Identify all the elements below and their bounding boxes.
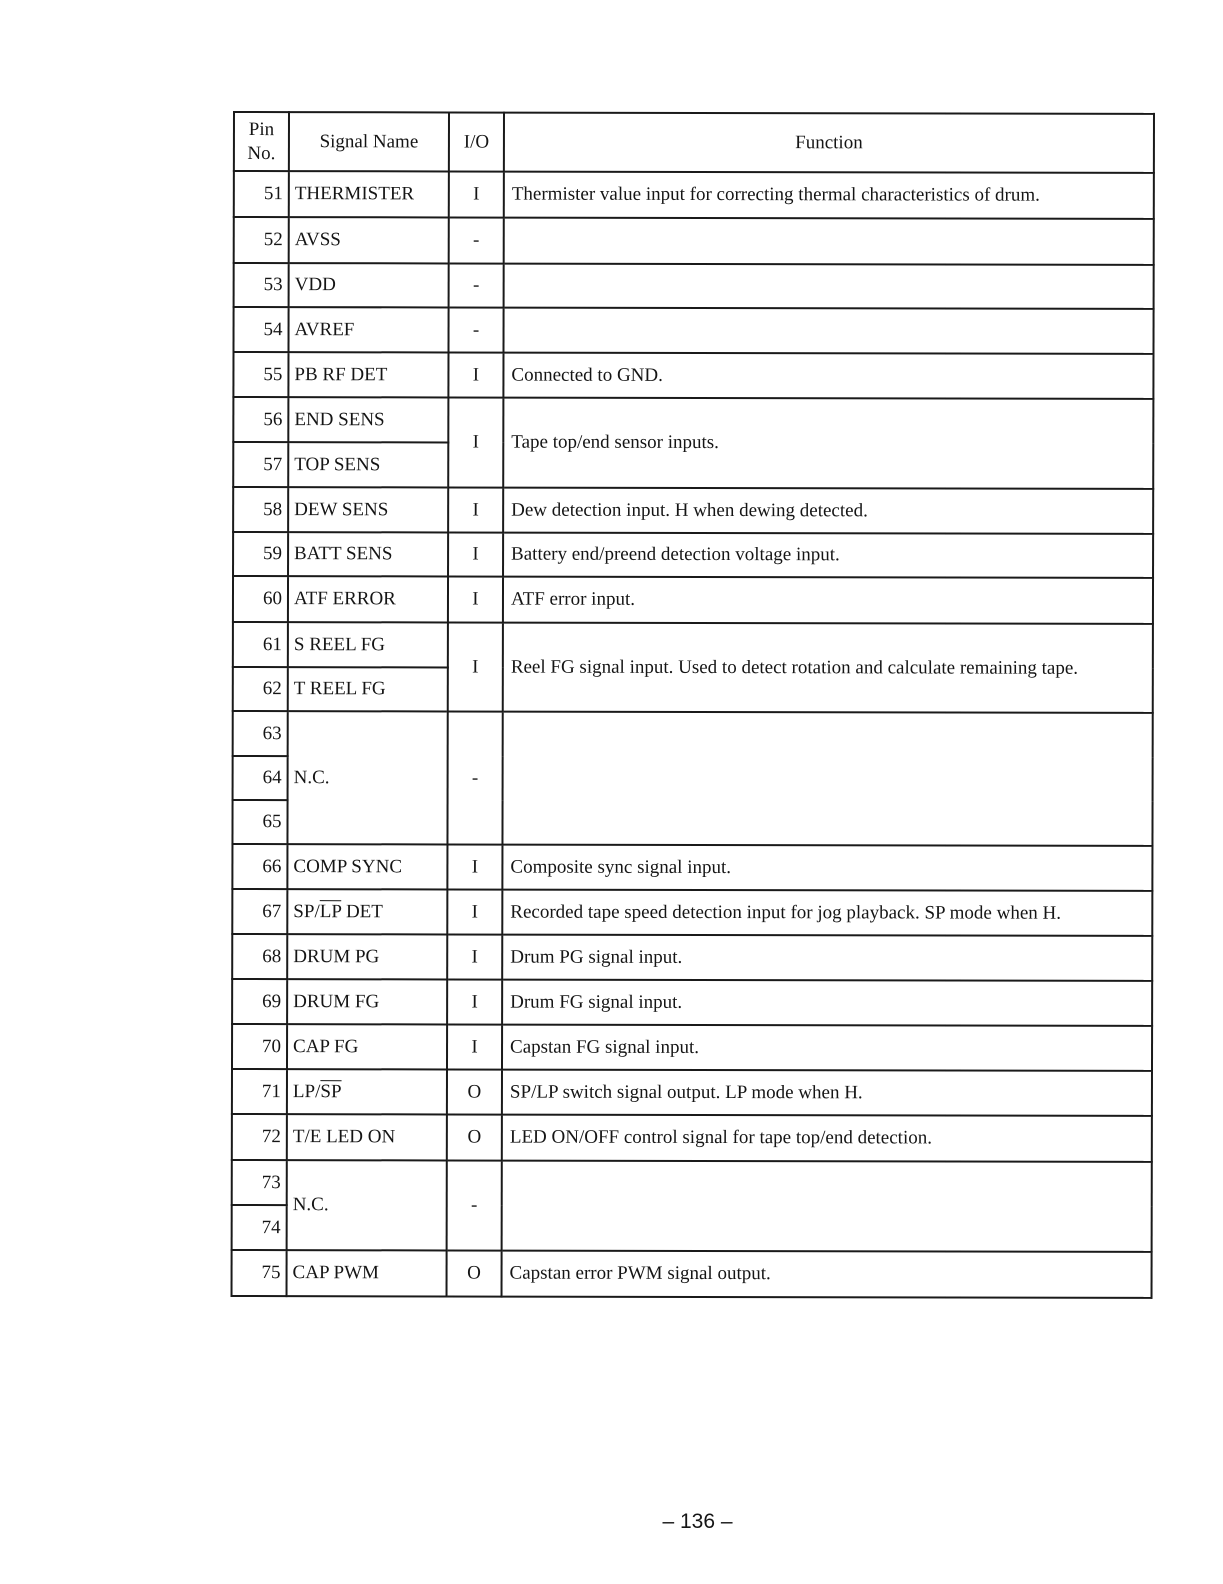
function-text: Tape top/end sensor inputs.	[503, 398, 1153, 489]
table-row	[232, 1069, 1152, 1116]
function-text: Capstan FG signal input.	[502, 1025, 1152, 1071]
signal-name-part: SP/	[293, 900, 320, 922]
signal-name: PB RF DET	[288, 352, 448, 397]
function-text: Drum FG signal input.	[502, 980, 1152, 1026]
function-text: Connected to GND.	[503, 353, 1153, 399]
table-row	[232, 1024, 1152, 1071]
pin-number: 75	[232, 1250, 287, 1296]
pin-number: 61	[233, 622, 288, 667]
table-row	[234, 171, 1154, 219]
pin-function-table	[231, 111, 1155, 1299]
signal-name: END SENS	[288, 397, 448, 442]
pin-number: 60	[233, 576, 288, 622]
table-row	[232, 979, 1152, 1026]
function-text: ATF error input.	[503, 577, 1153, 624]
table-row	[232, 1160, 1152, 1207]
pin-number: 53	[234, 263, 289, 307]
table-row	[233, 711, 1153, 758]
table-row	[233, 307, 1153, 354]
signal-name: TOP SENS	[288, 442, 448, 487]
signal-name	[287, 889, 447, 934]
pin-number: 51	[234, 171, 289, 217]
io-direction: I	[447, 979, 502, 1024]
signal-name: T/E LED ON	[287, 1114, 447, 1160]
io-direction: I	[448, 622, 503, 711]
table-row	[234, 217, 1154, 265]
io-direction: -	[447, 711, 502, 844]
table-row	[234, 263, 1154, 309]
pin-number: 68	[232, 934, 287, 979]
io-direction: -	[448, 307, 503, 352]
signal-name: CAP PWM	[287, 1250, 447, 1296]
function-text: Dew detection input. H when dewing detected.	[503, 488, 1153, 534]
io-direction: I	[448, 352, 503, 397]
io-direction: I	[447, 889, 502, 934]
pin-number: 69	[232, 979, 287, 1024]
table-row	[233, 487, 1153, 534]
function-text	[503, 308, 1153, 354]
signal-name: VDD	[289, 263, 449, 307]
io-direction: I	[448, 487, 503, 532]
signal-name: DRUM PG	[287, 934, 447, 979]
io-direction: I	[448, 532, 503, 576]
function-text: Drum PG signal input.	[502, 935, 1152, 981]
signal-name	[287, 1069, 447, 1114]
table-header-row	[234, 112, 1154, 173]
signal-name: DEW SENS	[288, 487, 448, 532]
io-direction: I	[448, 397, 503, 487]
io-direction: -	[447, 1160, 502, 1250]
function-text	[504, 218, 1154, 265]
table-row	[233, 397, 1153, 444]
table-row	[232, 844, 1152, 891]
signal-name: THERMISTER	[289, 171, 449, 217]
function-text: Recorded tape speed detection input for jog playback. SP mode when H.	[502, 890, 1152, 936]
pin-number: 58	[233, 487, 288, 532]
table-row	[233, 576, 1153, 624]
function-text: Capstan error PWM signal output.	[502, 1251, 1152, 1298]
function-text: LED ON/OFF control signal for tape top/end detection.	[502, 1115, 1152, 1162]
pin-number: 71	[232, 1069, 287, 1114]
pin-number: 73	[232, 1160, 287, 1205]
pin-number: 55	[233, 352, 288, 397]
table-row	[233, 532, 1153, 578]
signal-name: AVSS	[289, 217, 449, 263]
function-text	[502, 1161, 1152, 1252]
function-text: Composite sync signal input.	[502, 845, 1152, 891]
signal-name: DRUM FG	[287, 979, 447, 1024]
io-direction: O	[447, 1250, 502, 1296]
pin-number: 54	[233, 307, 288, 352]
pin-number: 59	[233, 532, 288, 576]
signal-name: AVREF	[288, 307, 448, 352]
signal-name: S REEL FG	[288, 622, 448, 667]
signal-name: ATF ERROR	[288, 576, 448, 622]
io-direction: -	[449, 263, 504, 307]
page-number: – 136 –	[662, 1510, 733, 1533]
table-row	[232, 1114, 1152, 1162]
signal-name: COMP SYNC	[287, 844, 447, 889]
pin-number: 66	[232, 844, 287, 889]
signal-name: T REEL FG	[288, 667, 448, 711]
function-text: SP/LP switch signal output. LP mode when H.	[502, 1070, 1152, 1116]
io-direction: -	[449, 217, 504, 263]
pin-number: 65	[232, 800, 287, 844]
header-pin-no: Pin No.	[234, 112, 289, 171]
pin-number: 52	[234, 217, 289, 263]
header-io: I/O	[449, 112, 504, 171]
pin-number: 72	[232, 1114, 287, 1160]
io-direction: I	[447, 934, 502, 979]
pin-number: 74	[232, 1205, 287, 1250]
pin-number: 64	[233, 756, 288, 800]
signal-name: N.C.	[287, 1160, 447, 1250]
io-direction: O	[447, 1069, 502, 1114]
function-text: Reel FG signal input. Used to detect rotation and calculate remaining tape.	[503, 623, 1153, 713]
function-text: Battery end/preend detection voltage input.	[503, 533, 1153, 578]
signal-name-part: LP/	[292, 1080, 321, 1102]
table-row	[232, 1250, 1152, 1298]
pin-number: 67	[232, 889, 287, 934]
function-text	[504, 264, 1154, 309]
table-row	[232, 889, 1152, 936]
pin-number: 70	[232, 1024, 287, 1069]
table-row	[232, 934, 1152, 981]
io-direction: I	[448, 576, 503, 622]
io-direction: I	[447, 844, 502, 889]
function-text	[502, 712, 1152, 846]
function-text: Thermister value input for correcting thermal characteristics of drum.	[504, 172, 1154, 219]
pin-number: 57	[233, 442, 288, 487]
pin-number: 62	[233, 667, 288, 711]
io-direction: I	[449, 171, 504, 217]
pin-number: 56	[233, 397, 288, 442]
signal-name: N.C.	[287, 711, 447, 844]
signal-name-overline-part: $\overline{LP}$	[319, 900, 342, 922]
header-function: Function	[504, 113, 1154, 173]
signal-name-overline-part: $\overline{SP}$	[320, 1080, 342, 1102]
signal-name-part: DET	[341, 900, 383, 922]
header-signal-name: Signal Name	[289, 112, 449, 171]
table-row	[233, 352, 1153, 399]
io-direction: I	[447, 1024, 502, 1069]
io-direction: O	[447, 1114, 502, 1160]
signal-name: CAP FG	[287, 1024, 447, 1069]
signal-name: BATT SENS	[288, 532, 448, 576]
table-row	[233, 622, 1153, 669]
pin-number: 63	[233, 711, 288, 756]
